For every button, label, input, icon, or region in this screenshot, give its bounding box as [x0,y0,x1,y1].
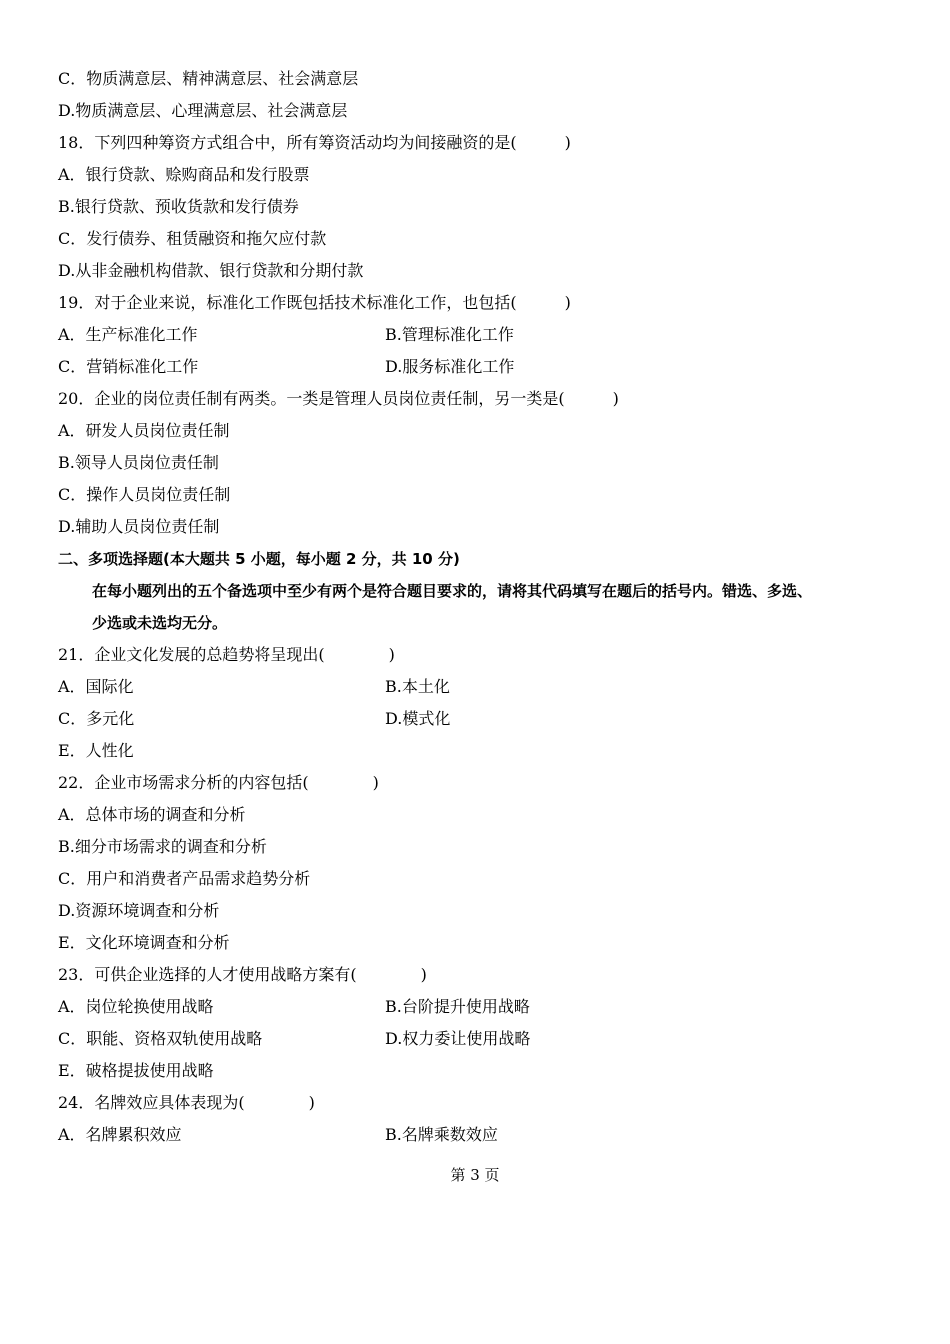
text-line [58,930,908,962]
text-line [58,1122,908,1154]
option-right: B.台阶提升使用战略 [385,997,530,1016]
line-text: B.细分市场需求的调查和分析 [58,837,267,856]
option-right: D.模式化 [385,709,451,728]
line-text: 24．名牌效应具体表现为( ) [58,1093,315,1112]
page-number: 第 3 页 [450,1166,500,1184]
text-line [58,258,908,290]
option-right: D.权力委让使用战略 [385,1029,531,1048]
text-line [58,994,908,1026]
line-text: 在每小题列出的五个备选项中至少有两个是符合题目要求的，请将其代码填写在题后的括号内。错选、多选、 [92,582,813,600]
text-line [58,354,908,386]
text-line [58,194,908,226]
text-line [58,1058,908,1090]
line-text: E．文化环境调查和分析 [58,933,230,952]
text-line [58,962,908,994]
line-text: C．职能、资格双轨使用战略 [58,1029,263,1048]
text-line [58,98,908,130]
line-text: A．银行贷款、赊购商品和发行股票 [58,165,310,184]
line-text: C．物质满意层、精神满意层、社会满意层 [58,69,359,88]
line-text: 20．企业的岗位责任制有两类。一类是管理人员岗位责任制，另一类是( ) [58,389,619,408]
text-line [58,706,908,738]
line-text: A．总体市场的调查和分析 [58,805,246,824]
text-line [58,290,908,322]
option-right: B.名牌乘数效应 [385,1125,498,1144]
line-text: C．营销标准化工作 [58,357,199,376]
line-text: C．发行债券、租赁融资和拖欠应付款 [58,229,327,248]
option-right: D.服务标准化工作 [385,357,515,376]
text-line [58,386,908,418]
text-line [58,162,908,194]
text-line [58,866,908,898]
text-line [58,418,908,450]
line-text: 18．下列四种筹资方式组合中，所有筹资活动均为间接融资的是( ) [58,133,571,152]
line-text: A．名牌累积效应 [58,1125,182,1144]
text-line [58,738,908,770]
text-line [58,226,908,258]
line-text: 19．对于企业来说，标准化工作既包括技术标准化工作，也包括( ) [58,293,571,312]
instruction-text [58,578,908,610]
line-text: D.辅助人员岗位责任制 [58,517,220,536]
text-line [58,770,908,802]
exam-page [58,66,908,1154]
line-text: 22．企业市场需求分析的内容包括( ) [58,773,379,792]
line-text: 23．可供企业选择的人才使用战略方案有( ) [58,965,427,984]
line-text: B.领导人员岗位责任制 [58,453,219,472]
text-line [58,130,908,162]
instruction-text [58,610,908,642]
text-line [58,898,908,930]
text-line [58,66,908,98]
text-line [58,802,908,834]
line-text: D.资源环境调查和分析 [58,901,220,920]
text-line [58,322,908,354]
line-text: 二、多项选择题(本大题共 5 小题，每小题 2 分，共 10 分) [58,550,460,568]
text-line [58,450,908,482]
line-text: B.银行贷款、预收货款和发行债券 [58,197,299,216]
line-text: A．研发人员岗位责任制 [58,421,230,440]
line-text: E．破格提拔使用战略 [58,1061,214,1080]
line-text: A．生产标准化工作 [58,325,198,344]
text-line [58,834,908,866]
section-heading [58,546,908,578]
line-text: E．人性化 [58,741,134,760]
text-line [58,674,908,706]
line-text: A．岗位轮换使用战略 [58,997,214,1016]
option-right: B.本土化 [385,677,450,696]
text-line [58,514,908,546]
line-text: C．用户和消费者产品需求趋势分析 [58,869,311,888]
line-text: C．操作人员岗位责任制 [58,485,231,504]
line-text: D.从非金融机构借款、银行贷款和分期付款 [58,261,364,280]
line-text: D.物质满意层、心理满意层、社会满意层 [58,101,348,120]
text-line [58,642,908,674]
line-text: 少选或未选均无分。 [92,614,228,632]
line-text: A．国际化 [58,677,134,696]
line-text: 21．企业文化发展的总趋势将呈现出( ) [58,645,395,664]
text-line [58,482,908,514]
text-line [58,1090,908,1122]
page-footer [0,1164,950,1185]
text-line [58,1026,908,1058]
option-right: B.管理标准化工作 [385,325,514,344]
line-text: C．多元化 [58,709,135,728]
